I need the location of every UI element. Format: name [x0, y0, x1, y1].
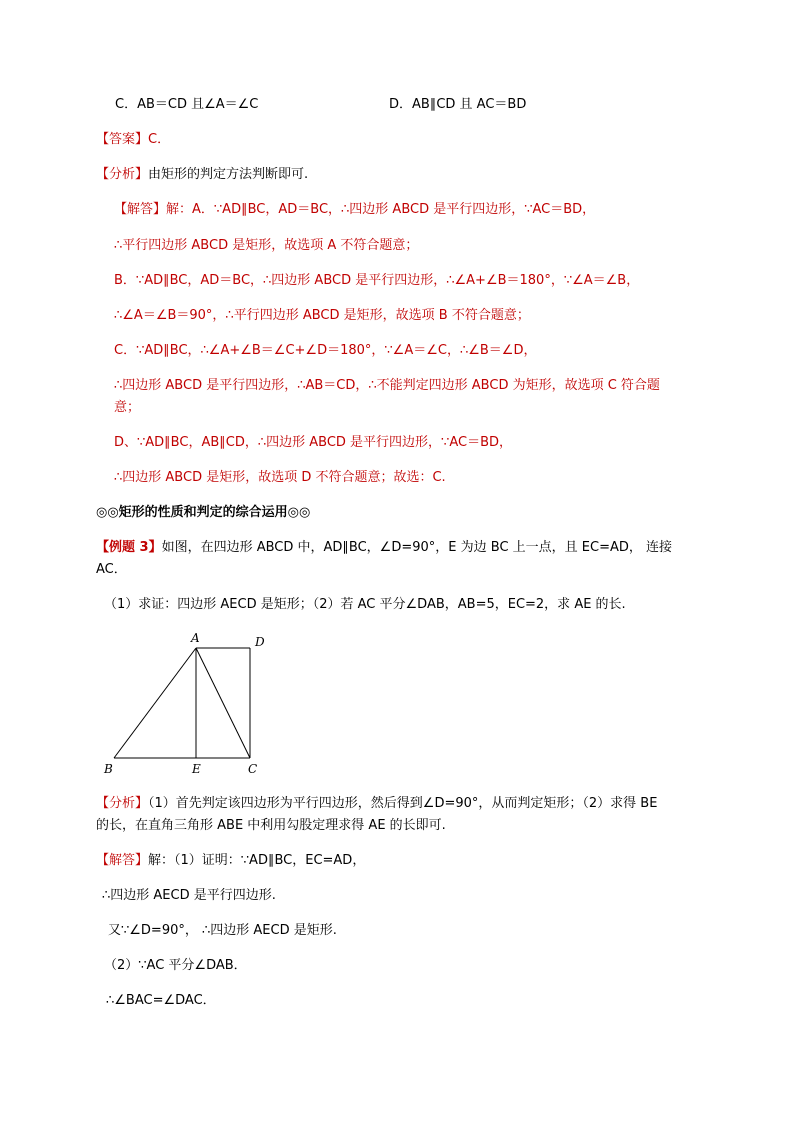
label-c: C	[248, 762, 258, 776]
solution-1-line-4: ∴∠A＝∠B＝90°，∴平行四边形 ABCD 是矩形，故选项 B 不符合题意；	[114, 308, 530, 323]
solution-2-tag: 【解答】	[96, 853, 149, 868]
analysis-2-text-1: （1）首先判定该四边形为平行四边形，然后得到∠D=90°，从而判定矩形；（2）求得 BE	[148, 796, 658, 811]
analysis-2-tag: 【分析】	[96, 796, 149, 811]
solution-1-line-6: ∴四边形 ABCD 是平行四边形，∴AB＝CD，∴不能判定四边形 ABCD 为矩形，故选项 C 符合题	[114, 378, 660, 393]
label-a: A	[191, 631, 200, 645]
solution-2-line-2: ∴四边形 AECD 是平行四边形.	[102, 888, 276, 903]
solution-1-tag: 【解答】	[114, 202, 167, 217]
option-d: D．AB∥CD 且 AC＝BD	[389, 97, 527, 112]
solution-2-text-1: 解：（1）证明：∵AD∥BC，EC=AD，	[148, 853, 366, 868]
solution-2-line-3: 又∵∠D=90°， ∴四边形 AECD 是矩形.	[108, 923, 337, 938]
example-3-line-2: AC．	[96, 562, 127, 577]
example-3-questions: （1）求证：四边形 AECD 是矩形；（2）若 AC 平分∠DAB，AB=5，EC=2，求 AE 的长.	[104, 597, 626, 612]
segment-ac	[196, 648, 250, 758]
label-b: B	[104, 762, 113, 776]
answer-line	[96, 130, 170, 150]
geometry-figure	[98, 630, 278, 778]
solution-1-line-7: 意；	[114, 400, 141, 415]
solution-1-line-3: B．∵AD∥BC，AD＝BC，∴四边形 ABCD 是平行四边形，∴∠A+∠B＝180°，∵∠A＝∠B，	[114, 273, 640, 288]
example-3-line-1	[96, 538, 672, 558]
analysis-2-line-2: 的长，在直角三角形 ABE 中利用勾股定理求得 AE 的长即可.	[96, 818, 446, 833]
section-title: ◎◎矩形的性质和判定的综合运用◎◎	[96, 505, 311, 520]
label-d: D	[255, 635, 265, 649]
option-c: C．AB＝CD 且∠A＝∠C	[115, 97, 259, 112]
solution-2-line-1	[96, 851, 365, 871]
solution-1-line-9: ∴四边形 ABCD 是矩形，故选项 D 不符合题意；故选：C.	[114, 470, 446, 485]
label-e: E	[192, 762, 201, 776]
answer-value: C．	[148, 132, 171, 147]
segment-ab	[114, 648, 196, 758]
example-3-text-1: 如图，在四边形 ABCD 中，AD∥BC，∠D=90°，E 为边 BC 上一点，且 EC=AD， 连接	[161, 540, 673, 555]
answer-tag: 【答案】	[96, 132, 149, 147]
solution-1-line-8: D、∵AD∥BC，AB∥CD，∴四边形 ABCD 是平行四边形，∵AC＝BD，	[114, 435, 512, 450]
analysis-1-tag: 【分析】	[96, 167, 149, 182]
solution-1-line-5: C．∵AD∥BC，∴∠A+∠B＝∠C+∠D＝180°，∵∠A＝∠C，∴∠B＝∠D，	[114, 343, 537, 358]
example-3-tag: 【例题 3】	[96, 540, 162, 555]
solution-1-text-1: 解：A．∵AD∥BC，AD＝BC，∴四边形 ABCD 是平行四边形，∵AC＝BD，	[166, 202, 596, 217]
solution-2-line-5: ∴∠BAC=∠DAC．	[106, 993, 216, 1008]
solution-1-line-2: ∴平行四边形 ABCD 是矩形，故选项 A 不符合题意；	[114, 238, 419, 253]
analysis-1-text: 由矩形的判定方法判断即可.	[148, 167, 309, 182]
solution-2-line-4: （2）∵AC 平分∠DAB．	[104, 958, 247, 973]
analysis-1	[96, 165, 308, 185]
analysis-2-line-1	[96, 794, 657, 814]
solution-1-line-1	[114, 200, 595, 220]
